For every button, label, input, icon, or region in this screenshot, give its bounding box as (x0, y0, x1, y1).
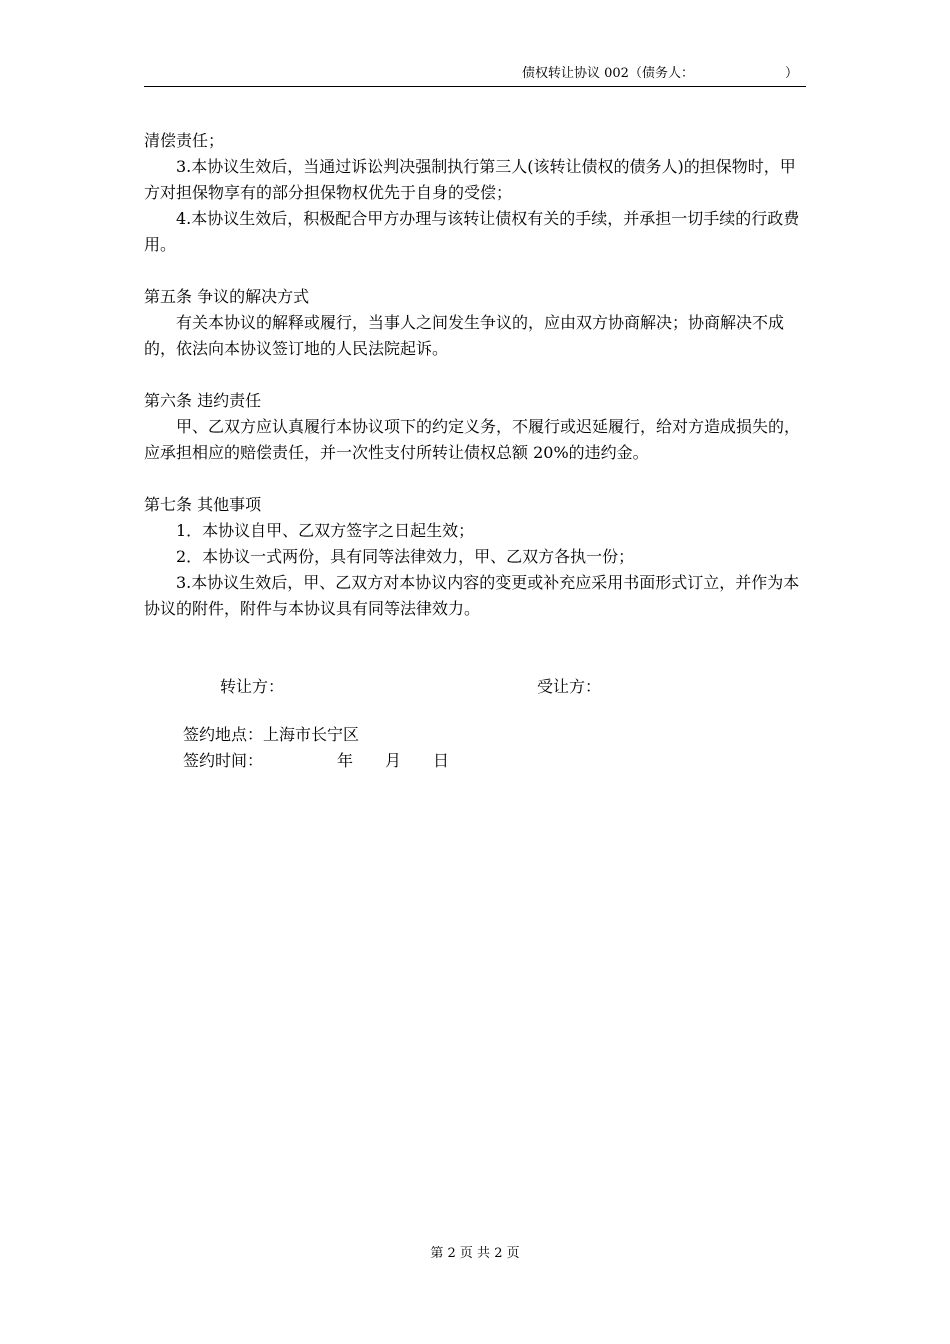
spacer (144, 362, 808, 388)
article-7-item-2: 2．本协议一式两份，具有同等法律效力，甲、乙双方各执一份； (176, 547, 635, 566)
signing-day: 日 (433, 751, 450, 770)
article-6-text: 甲、乙双方应认真履行本协议项下的约定义务，不履行或迟延履行，给对方造成损失的，应承担相应的赔偿责任，并一次性支付所转让债权总额 20%的违约金。 (144, 417, 801, 462)
signing-year: 年 (337, 751, 354, 770)
signing-time-label: 签约时间： (183, 751, 264, 770)
document-body (144, 128, 808, 622)
signing-month: 月 (385, 751, 402, 770)
transferee-label: 受让方： (537, 677, 602, 696)
clause-item-4: 4.本协议生效后，积极配合甲方办理与该转让债权有关的手续，并承担一切手续的行政费用。 (144, 209, 800, 254)
paragraph-continued: 清偿责任； (144, 131, 225, 150)
article-7-item-3: 3.本协议生效后，甲、乙双方对本协议内容的变更或补充应采用书面形式订立，并作为本协议的附件，附件与本协议具有同等法律效力。 (144, 573, 800, 618)
article-5-text: 有关本协议的解释或履行，当事人之间发生争议的，应由双方协商解决；协商解决不成的，依法向本协议签订地的人民法院起诉。 (144, 313, 785, 358)
signing-place: 签约地点：上海市长宁区 (183, 725, 360, 744)
spacer (144, 466, 808, 492)
clause-item-3: 3.本协议生效后，当通过诉讼判决强制执行第三人(该转让债权的债务人)的担保物时，甲方对担保物享有的部分担保物权优先于自身的受偿； (144, 157, 796, 202)
spacer (144, 258, 808, 284)
page-number: 第 2 页 共 2 页 (430, 1246, 520, 1261)
article-7-item-1: 1．本协议自甲、乙双方签字之日起生效； (176, 521, 475, 540)
article-5-title: 第五条 争议的解决方式 (144, 287, 310, 306)
page-header (144, 66, 806, 87)
signing-time (183, 748, 503, 774)
transferor-label: 转让方： (220, 677, 285, 696)
header-title: 债权转让协议 002（债务人： (522, 66, 694, 81)
article-6-title: 第六条 违约责任 (144, 391, 262, 410)
article-7-title: 第七条 其他事项 (144, 495, 262, 514)
header-close-paren: ） (784, 66, 798, 81)
